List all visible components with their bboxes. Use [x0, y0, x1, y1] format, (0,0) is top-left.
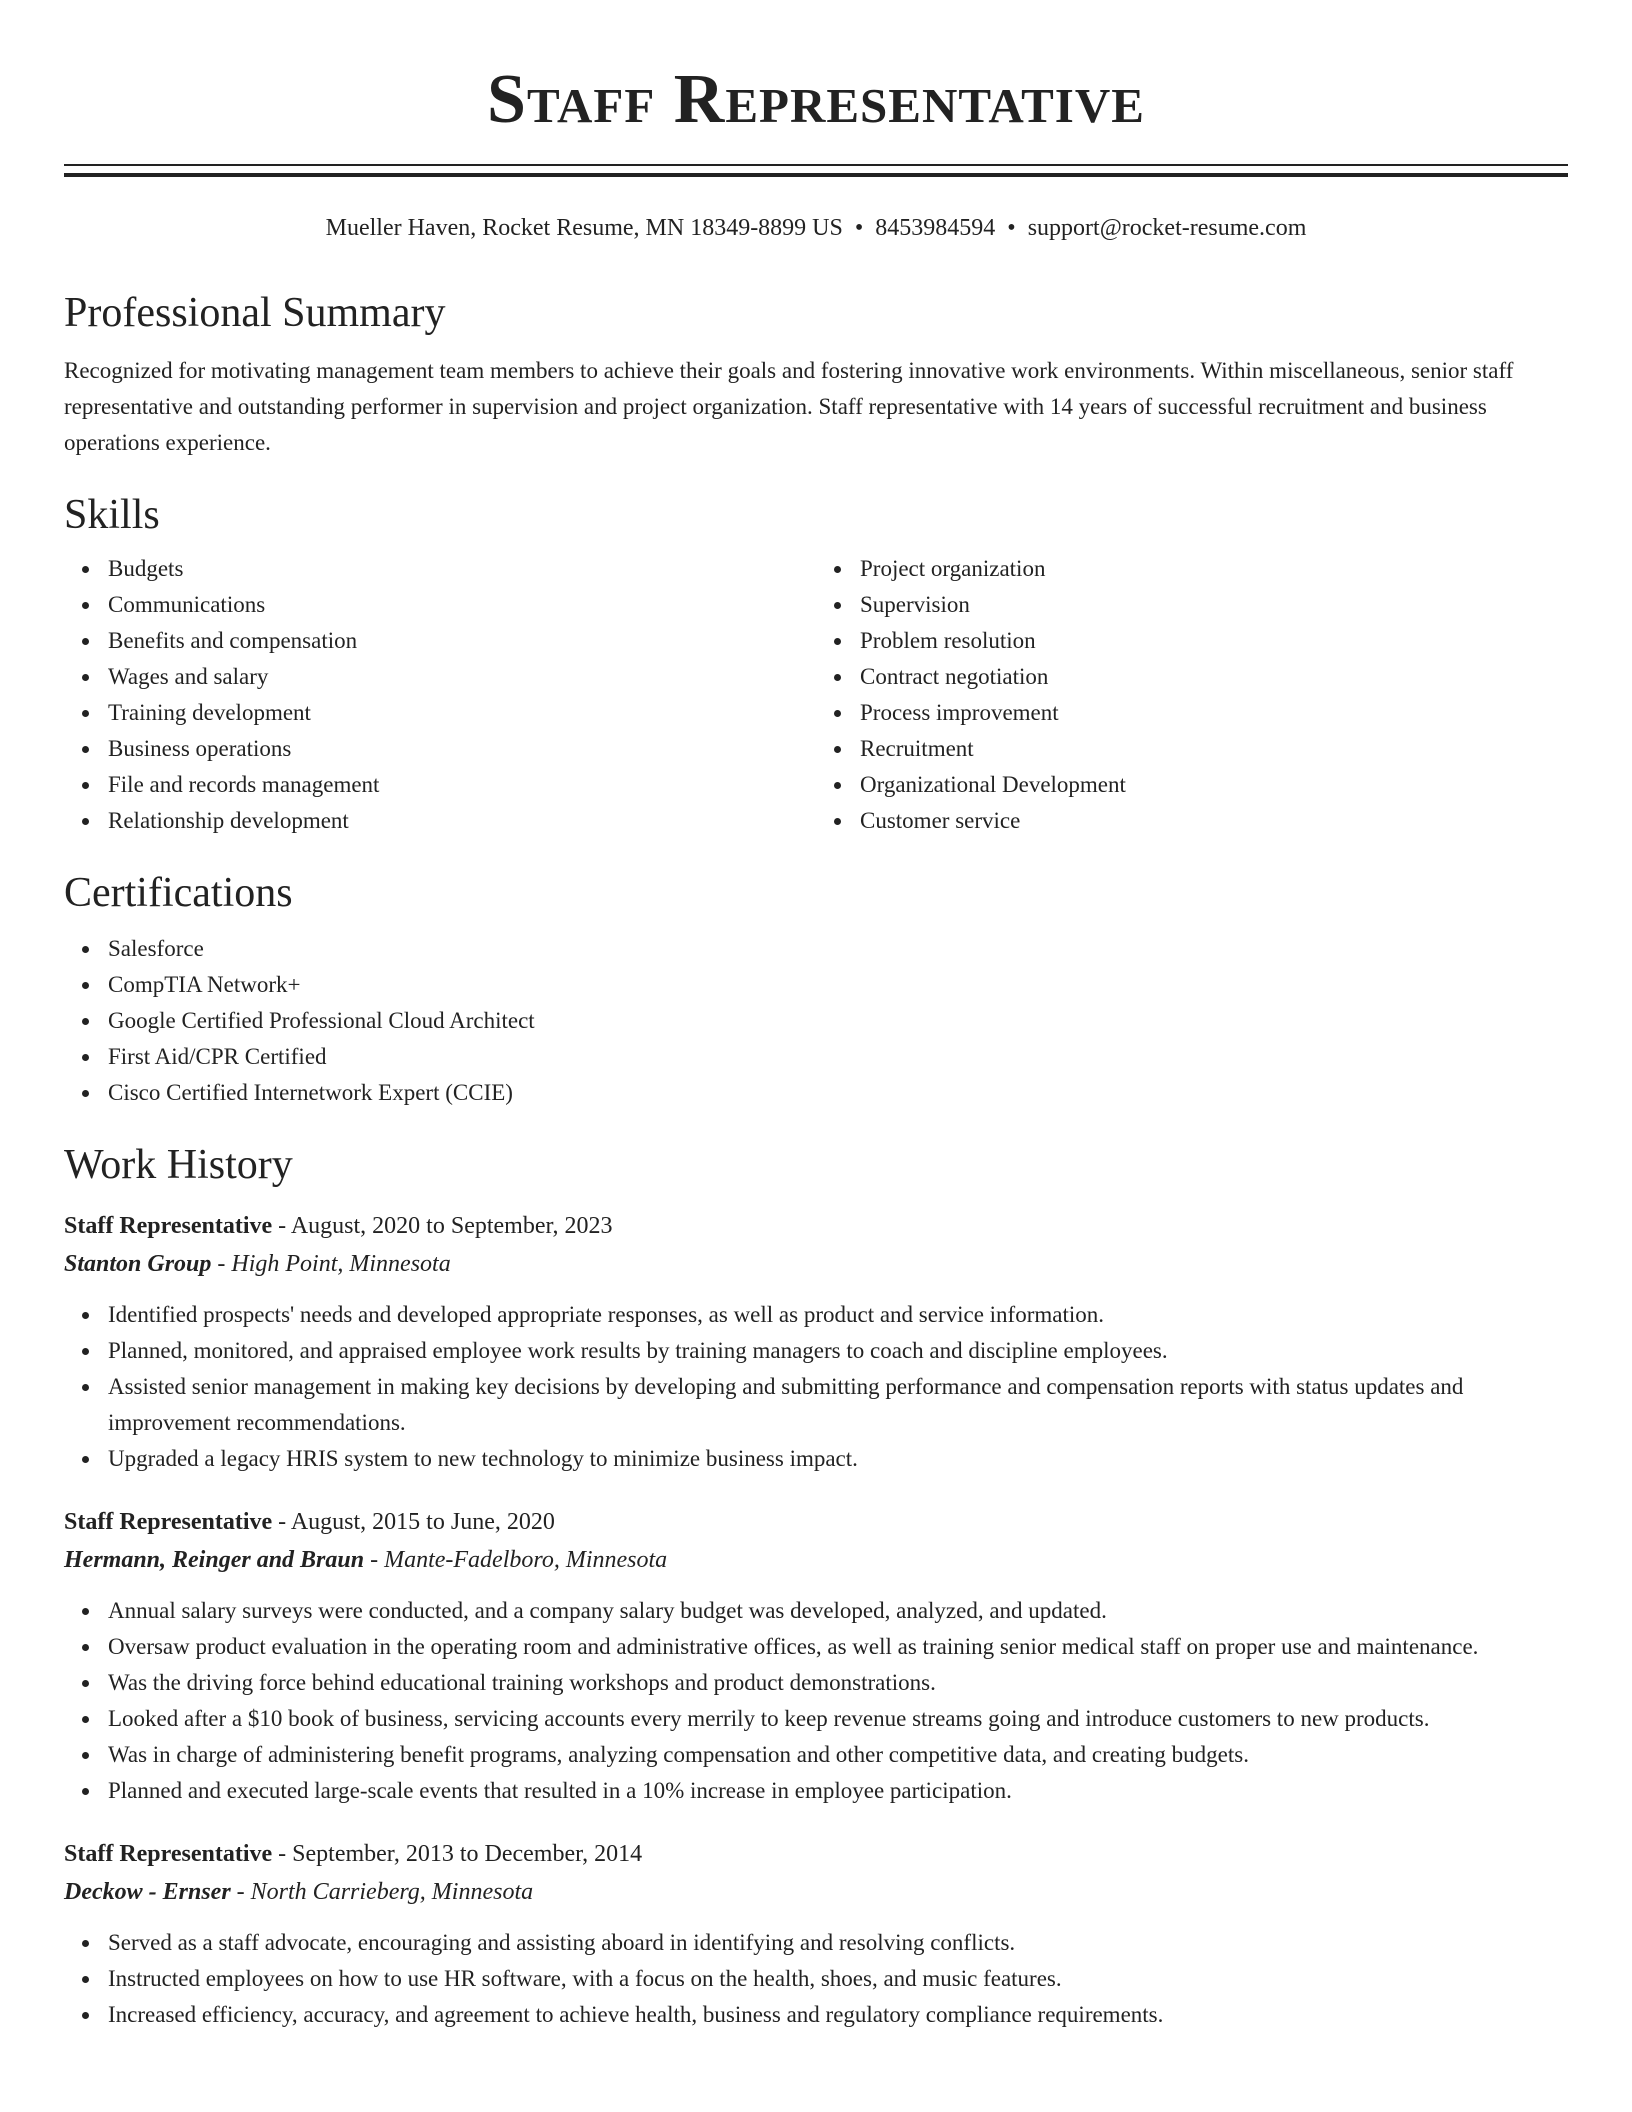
skill-item: Benefits and compensation	[108, 623, 816, 659]
certification-item: CompTIA Network+	[108, 967, 1568, 1003]
certifications-list	[64, 931, 1568, 1111]
job-dates: - August, 2015 to June, 2020	[272, 1509, 555, 1535]
job-bullet: Upgraded a legacy HRIS system to new technology to minimize business impact.	[108, 1441, 1568, 1477]
skills-list-right	[816, 551, 1568, 839]
job-bullet: Annual salary surveys were conducted, and a company salary budget was developed, analyzed, and updated.	[108, 1593, 1568, 1629]
skills-list-left	[64, 551, 816, 839]
job-entry	[64, 1503, 1568, 1809]
skill-item: Business operations	[108, 731, 816, 767]
summary-text: Recognized for motivating management team members to achieve their goals and fostering innovative work environments. Within miscellaneous, senior staff representative and outstanding performer in supervision and project organization. Staff representative with 14 years of successful recruitment and business operations experience.	[64, 358, 1514, 455]
skill-item: Budgets	[108, 551, 816, 587]
job-bullet: Identified prospects' needs and developed appropriate responses, as well as product and service information.	[108, 1297, 1568, 1333]
job-title-line	[64, 1207, 1568, 1245]
work-history-heading: Work History	[64, 1142, 293, 1188]
skill-item: Project organization	[860, 551, 1568, 587]
job-bullet: Instructed employees on how to use HR software, with a focus on the health, shoes, and music features.	[108, 1961, 1568, 1997]
job-title: Staff Representative	[64, 1509, 273, 1535]
skill-item: Recruitment	[860, 731, 1568, 767]
header-rule-thick	[64, 173, 1568, 177]
job-location: - North Carrieberg, Minnesota	[230, 1879, 534, 1905]
job-company-line	[64, 1245, 1568, 1283]
job-bullet: Planned, monitored, and appraised employee work results by training managers to coach and discipline employees.	[108, 1333, 1568, 1369]
job-bullet: Assisted senior management in making key decisions by developing and submitting performance and compensation reports with status updates and improvement recommendations.	[108, 1369, 1568, 1441]
contact-phone: 8453984594	[875, 215, 996, 241]
job-bullets	[64, 1925, 1568, 2033]
skill-item: Training development	[108, 695, 816, 731]
job-company-line	[64, 1541, 1568, 1579]
job-bullet: Was the driving force behind educational training workshops and product demonstrations.	[108, 1665, 1568, 1701]
skill-item: Contract negotiation	[860, 659, 1568, 695]
job-bullets	[64, 1593, 1568, 1809]
job-entry	[64, 1835, 1568, 2033]
job-company-line	[64, 1873, 1568, 1911]
job-title: Staff Representative	[64, 1841, 273, 1867]
certification-item: Salesforce	[108, 931, 1568, 967]
job-company: Hermann, Reinger and Braun	[64, 1547, 365, 1573]
skill-item: Process improvement	[860, 695, 1568, 731]
contact-address: Mueller Haven, Rocket Resume, MN 18349-8899 US	[325, 215, 843, 241]
job-title-line	[64, 1503, 1568, 1541]
job-title: Staff Representative	[64, 1213, 273, 1239]
job-bullets	[64, 1297, 1568, 1477]
skill-item: Supervision	[860, 587, 1568, 623]
resume-name: Staff Representative	[487, 61, 1145, 138]
job-bullet: Was in charge of administering benefit programs, analyzing compensation and other competitive data, and creating budgets.	[108, 1737, 1568, 1773]
job-bullet: Increased efficiency, accuracy, and agreement to achieve health, business and regulatory compliance requirements.	[108, 1997, 1568, 2033]
job-entry	[64, 1207, 1568, 1477]
certifications-heading: Certifications	[64, 870, 293, 916]
job-location: - High Point, Minnesota	[211, 1251, 451, 1277]
contact-email[interactable]: support@rocket-resume.com	[1027, 215, 1307, 241]
skill-item: Problem resolution	[860, 623, 1568, 659]
job-company: Stanton Group	[64, 1251, 212, 1277]
skills-heading: Skills	[64, 492, 160, 538]
certification-item: Google Certified Professional Cloud Architect	[108, 1003, 1568, 1039]
job-dates: - August, 2020 to September, 2023	[272, 1213, 613, 1239]
skill-item: File and records management	[108, 767, 816, 803]
job-location: - Mante-Fadelboro, Minnesota	[364, 1547, 668, 1573]
contact-line	[64, 211, 1568, 245]
job-bullet: Looked after a $10 book of business, servicing accounts every merrily to keep revenue streams going and introduce customers to new products.	[108, 1701, 1568, 1737]
resume-page	[64, 0, 1568, 2033]
certification-item: First Aid/CPR Certified	[108, 1039, 1568, 1075]
job-bullet: Oversaw product evaluation in the operating room and administrative offices, as well as training senior medical staff on proper use and maintenance.	[108, 1629, 1568, 1665]
header-rule-thin	[64, 164, 1568, 166]
skill-item: Organizational Development	[860, 767, 1568, 803]
skill-item: Relationship development	[108, 803, 816, 839]
skills-columns	[64, 551, 1568, 839]
summary-heading: Professional Summary	[64, 290, 446, 336]
contact-separator: •	[854, 215, 864, 241]
job-bullet: Served as a staff advocate, encouraging and assisting aboard in identifying and resolving conflicts.	[108, 1925, 1568, 1961]
certification-item: Cisco Certified Internetwork Expert (CCIE)	[108, 1075, 1568, 1111]
skill-item: Communications	[108, 587, 816, 623]
job-company: Deckow - Ernser	[64, 1879, 231, 1905]
skill-item: Wages and salary	[108, 659, 816, 695]
contact-separator: •	[1007, 215, 1016, 241]
job-bullet: Planned and executed large-scale events that resulted in a 10% increase in employee participation.	[108, 1773, 1568, 1809]
job-dates: - September, 2013 to December, 2014	[272, 1841, 643, 1867]
skill-item: Customer service	[860, 803, 1568, 839]
job-title-line	[64, 1835, 1568, 1873]
